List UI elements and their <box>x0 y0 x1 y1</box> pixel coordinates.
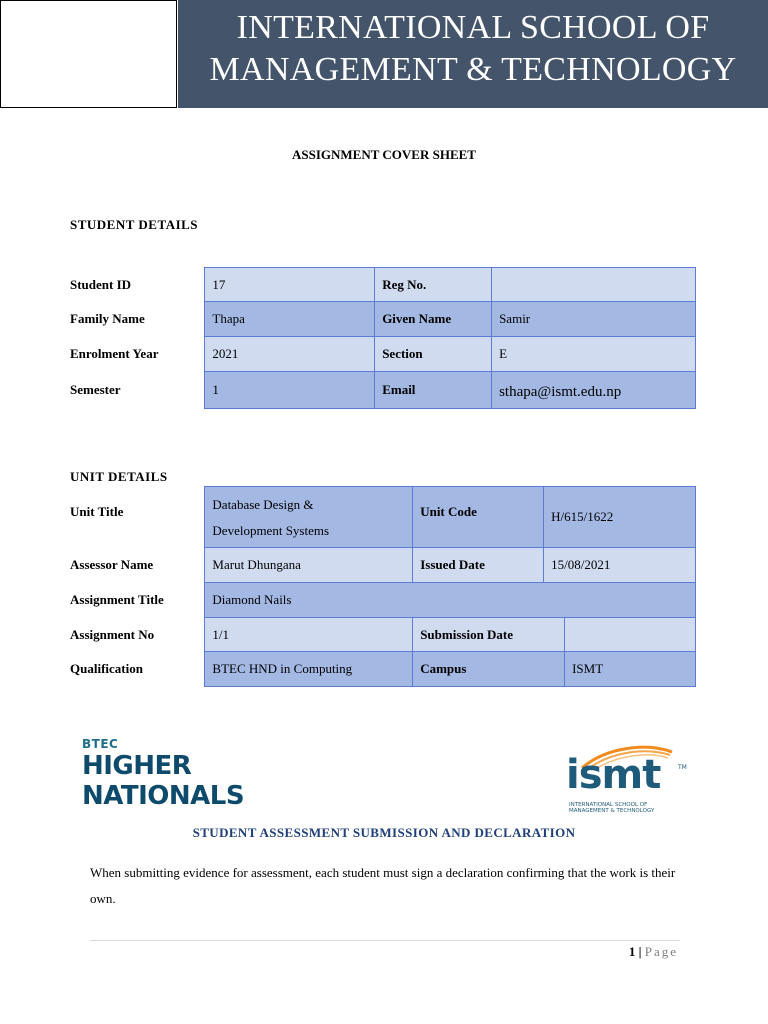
btec-higher-nationals-logo <box>82 737 244 811</box>
submission-date-label: Submission Date <box>413 618 565 652</box>
section-label: Section <box>375 337 492 372</box>
student-details-table <box>70 267 696 409</box>
unit-title-line-2: Development Systems <box>212 523 330 538</box>
btec-logo-small-text: BTEC <box>82 737 119 751</box>
assignment-no-value: 1/1 <box>205 618 413 652</box>
school-name-banner <box>178 0 768 108</box>
assessor-name-value: Marut Dhungana <box>205 548 413 583</box>
qualification-value: BTEC HND in Computing <box>205 652 413 687</box>
declaration-text: When submitting evidence for assessment, each student must sign a declaration confirming that the work is their own. <box>90 865 676 906</box>
page-footer <box>629 944 678 960</box>
student-details-heading: STUDENT DETAILS <box>70 217 199 232</box>
student-id-value: 17 <box>205 268 375 302</box>
document-title: ASSIGNMENT COVER SHEET <box>292 147 476 162</box>
declaration-heading: STUDENT ASSESSMENT SUBMISSION AND DECLARATION <box>192 825 576 840</box>
footer-divider <box>90 940 680 941</box>
ismt-subtitle-line-2: MANAGEMENT & TECHNOLOGY <box>569 808 655 814</box>
semester-label: Semester <box>70 372 205 409</box>
email-label: Email <box>375 372 492 409</box>
assignment-title-label: Assignment Title <box>70 583 205 618</box>
submission-date-value <box>565 618 696 652</box>
family-name-value: Thapa <box>205 302 375 337</box>
issued-date-value: 15/08/2021 <box>544 548 696 583</box>
unit-code-value: H/615/1622 <box>544 487 696 548</box>
semester-value: 1 <box>205 372 375 409</box>
section-value: E <box>492 337 696 372</box>
ismt-logo-tm: TM <box>678 764 687 771</box>
assignment-title-value: Diamond Nails <box>205 583 696 618</box>
assignment-no-label: Assignment No <box>70 618 205 652</box>
school-name-line-1: INTERNATIONAL SCHOOL OF <box>236 9 710 46</box>
student-id-label: Student ID <box>70 268 205 302</box>
issued-date-label: Issued Date <box>413 548 544 583</box>
page-label: Page <box>644 944 678 959</box>
btec-logo-line-2: NATIONALS <box>82 781 245 811</box>
qualification-label: Qualification <box>70 652 205 687</box>
unit-details-table <box>70 486 696 687</box>
campus-label: Campus <box>413 652 565 687</box>
unit-title-label: Unit Title <box>70 487 205 548</box>
page-number: 1 <box>628 944 636 959</box>
enrolment-year-value: 2021 <box>205 337 375 372</box>
given-name-value: Samir <box>492 302 696 337</box>
unit-details-heading: UNIT DETAILS <box>70 469 168 484</box>
email-value: sthapa@ismt.edu.np <box>492 372 696 409</box>
assessor-name-label: Assessor Name <box>70 548 205 583</box>
ismt-subtitle-line-1: INTERNATIONAL SCHOOL OF <box>569 802 648 808</box>
reg-no-label: Reg No. <box>375 268 492 302</box>
family-name-label: Family Name <box>70 302 205 337</box>
ismt-logo-word: ismt <box>566 752 661 798</box>
reg-no-value <box>492 268 696 302</box>
unit-title-value <box>205 487 413 548</box>
campus-value: ISMT <box>565 652 696 687</box>
unit-title-line-1: Database Design & <box>212 497 314 512</box>
given-name-label: Given Name <box>375 302 492 337</box>
ismt-logo <box>560 742 690 818</box>
enrolment-year-label: Enrolment Year <box>70 337 205 372</box>
ismt-logo-subtitle <box>569 802 654 814</box>
school-name-line-2: MANAGEMENT & TECHNOLOGY <box>209 51 737 88</box>
page-separator: | <box>635 944 645 959</box>
header-blank-box <box>0 0 177 108</box>
unit-code-label: Unit Code <box>413 487 544 548</box>
btec-logo-line-1: HIGHER <box>82 751 192 781</box>
